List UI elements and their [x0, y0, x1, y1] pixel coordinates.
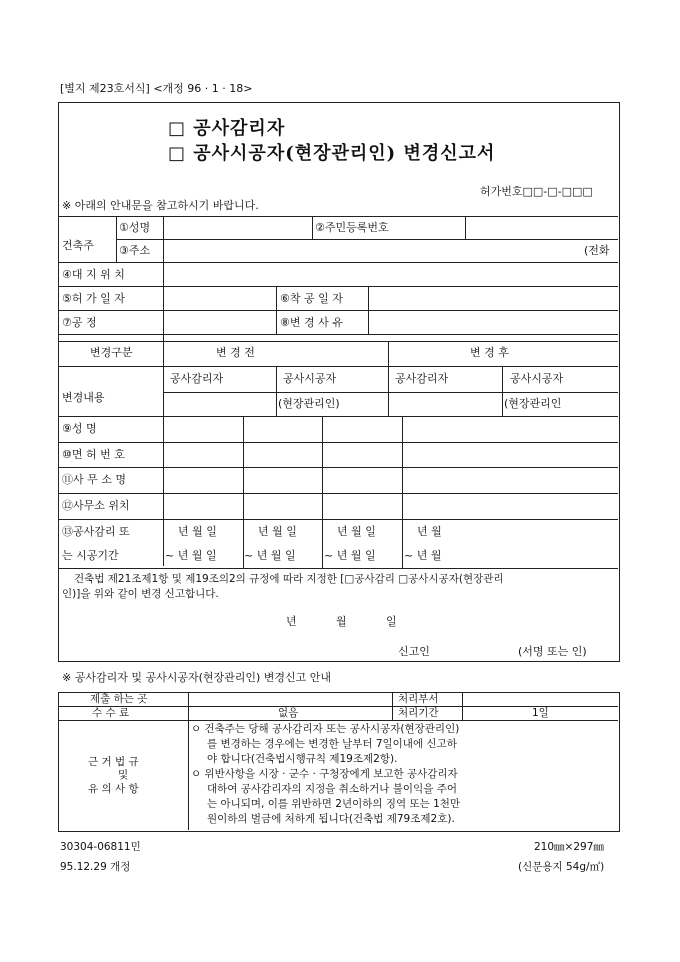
- change-reason-label: ⑧변 경 사 유: [280, 316, 343, 329]
- revision-date: 95.12.29 개정: [60, 861, 131, 873]
- declaration-line-2: 인)]을 위와 같이 변경 신고합니다.: [62, 588, 219, 600]
- office-name-row-label: ⑪사 무 소 명: [62, 473, 126, 486]
- basis-label-2: 및: [118, 769, 129, 781]
- name-row-label: ⑨성 명: [62, 422, 97, 435]
- guide-note-line: ㅇ 건축주는 당해 공사감리자 또는 공사시공자(현장관리인): [191, 723, 460, 735]
- before-supervisor: 공사감리자: [170, 372, 224, 385]
- declaration-line-1: 건축법 제21조제1항 및 제19조의2의 규정에 따라 지정한 [□공사감리 □공사시공자(현장관리: [74, 573, 504, 585]
- form-code: 30304-06811민: [60, 841, 141, 853]
- period-end-1: ~ 년 월 일: [165, 549, 217, 562]
- signature-label: (서명 또는 인): [518, 645, 587, 658]
- processing-period-label: 처리기간: [398, 707, 439, 719]
- fee-label: 수 수 료: [92, 707, 130, 719]
- notice-text: ※ 아래의 안내문을 참고하시기 바랍니다.: [62, 199, 259, 212]
- period-end-3: ~ 년 월 일: [324, 549, 376, 562]
- guide-note-line: 대하여 공사감리자의 지정을 취소하거나 불이익을 주어: [207, 783, 457, 795]
- progress-label: ⑦공 정: [62, 316, 97, 329]
- guide-note-line: ㅇ 위반사항을 시장 · 군수 · 구청장에게 보고한 공사감리자: [191, 768, 458, 780]
- office-location-row-label: ⑫사무소 위치: [62, 499, 130, 512]
- before-site-manager: (현장관리인): [278, 397, 340, 410]
- license-row-label: ⑩면 허 번 호: [62, 448, 125, 461]
- guide-note-line: 를 변경하는 경우에는 변경한 날부터 7일이내에 신고하: [207, 738, 457, 750]
- period-end-2: ~ 년 월 일: [244, 549, 296, 562]
- period-row-label-1: ⑬공사감리 또: [62, 525, 130, 538]
- period-row-label-2: 는 시공기간: [62, 549, 119, 562]
- applicant-label: 신고인: [398, 645, 430, 658]
- fee-value: 없음: [278, 707, 299, 719]
- guide-note-line: 원이하의 벌금에 처하게 됩니다(건축법 제79조제2호).: [207, 813, 455, 825]
- after-constructor: 공사시공자: [510, 372, 564, 385]
- paper-size: 210㎜×297㎜: [534, 841, 604, 853]
- paper-type: (신문용지 54g/㎡): [518, 861, 605, 873]
- date-day: 일: [386, 615, 397, 628]
- guide-note-line: 는 아니되며, 이를 위반하면 2년이하의 징역 또는 1천만: [207, 798, 461, 810]
- basis-label-1: 근 거 법 규: [88, 756, 139, 768]
- date-month: 월: [336, 615, 347, 628]
- permit-date-label: ⑤허 가 일 자: [62, 292, 125, 305]
- basis-label-3: 유 의 사 항: [88, 783, 139, 795]
- site-location-label: ④대 지 위 치: [62, 268, 125, 281]
- owner-name-label: ①성명: [119, 221, 151, 234]
- start-date-label: ⑥착 공 일 자: [280, 292, 343, 305]
- form-header: [별지 제23호서식] <개정 96 · 1 · 18>: [60, 82, 253, 95]
- before-change-label: 변 경 전: [216, 346, 255, 359]
- date-year: 년: [286, 615, 297, 628]
- after-supervisor: 공사감리자: [395, 372, 449, 385]
- title-line-1: □ 공사감리자: [168, 118, 286, 139]
- owner-id-label: ②주민등록번호: [315, 221, 389, 234]
- period-start-1: 년 월 일: [178, 525, 217, 538]
- period-start-2: 년 월 일: [258, 525, 297, 538]
- permit-number: 허가번호□□-□-□□□: [480, 185, 593, 198]
- period-start-3: 년 월 일: [337, 525, 376, 538]
- submit-place-label: 제출 하는 곳: [90, 693, 148, 705]
- period-end-4: ~ 년 월: [404, 549, 442, 562]
- owner-label: 건축주: [62, 239, 94, 252]
- guide-note-line: 야 합니다(건축법시행규칙 제19조제2항).: [207, 753, 398, 765]
- processing-period-value: 1일: [532, 707, 549, 719]
- change-category-label: 변경구분: [90, 346, 133, 359]
- title-line-2: □ 공사시공자(현장관리인) 변경신고서: [168, 143, 496, 164]
- owner-phone-label: (전화: [584, 244, 610, 257]
- department-label: 처리부서: [398, 693, 439, 705]
- guide-title: ※ 공사감리자 및 공사시공자(현장관리인) 변경신고 안내: [62, 671, 332, 684]
- after-change-label: 변 경 후: [470, 346, 509, 359]
- after-site-manager: (현장관리인: [504, 397, 562, 410]
- before-constructor: 공사시공자: [283, 372, 337, 385]
- period-start-4: 년 월: [417, 525, 442, 538]
- change-content-label: 변경내용: [62, 391, 105, 404]
- owner-address-label: ③주소: [119, 244, 151, 257]
